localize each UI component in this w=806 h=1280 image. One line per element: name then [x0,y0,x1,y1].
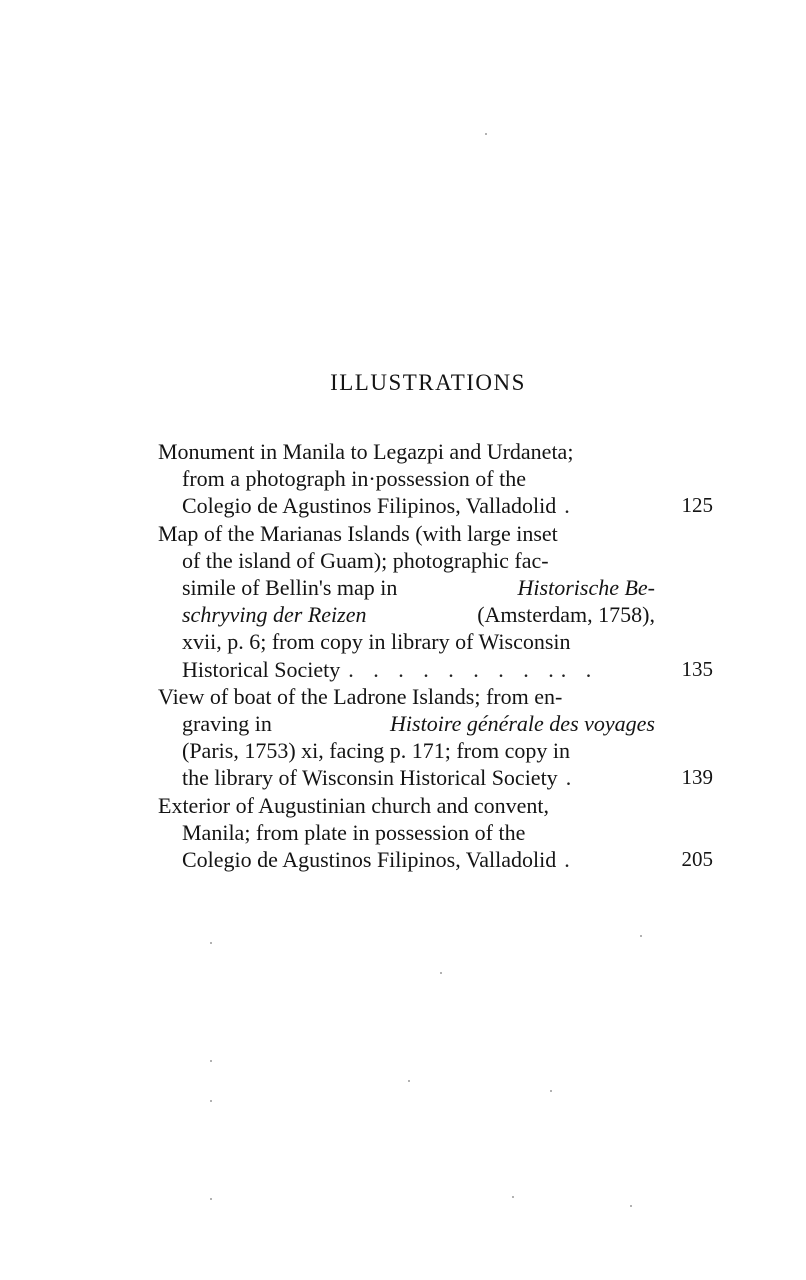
list-item [158,520,713,683]
scan-speck [630,1205,632,1207]
italic-title: Histoire générale des voyages [390,711,655,737]
page-title: ILLUSTRATIONS [330,370,526,395]
entry-line: simile of Bellin's map in Historische Be- [182,575,655,601]
illustrations-list [158,438,713,873]
italic-title: schryving der Reizen [182,602,367,628]
scan-speck [210,1198,212,1200]
dot-leader: . [564,493,577,519]
entry-last-line [158,846,713,873]
entry-line: of the island of Guam); photographic fac- [182,547,549,573]
dot-leader: . . . . . . . . .. . [348,656,599,682]
entry-last-line [158,656,713,683]
dot-leader: . [564,847,577,873]
list-item [158,438,713,520]
list-item [158,792,713,874]
scan-speck [550,1090,552,1092]
entry-line: Exterior of Augustinian church and convent, [158,792,550,818]
page-number: 139 [681,765,713,790]
dot-leader: . [565,765,579,791]
page-number: 205 [681,847,713,872]
page-number: 125 [681,493,713,518]
entry-line: (Paris, 1753) xi, facing p. 171; from copy in [182,738,570,764]
list-item [158,683,713,792]
entry-line: Historical Society [182,656,341,682]
scan-speck [440,972,442,974]
entry-line: graving in Histoire générale des voyages [182,711,655,737]
scan-speck [512,1196,514,1198]
entry-line: Manila; from plate in possession of the [182,819,526,845]
scan-speck [640,935,642,937]
italic-title: Historische Be- [517,575,655,601]
entry-line: Colegio de Agustinos Filipinos, Valladolid [182,493,557,519]
scan-speck [485,133,487,135]
entry-line: schryving der Reizen (Amsterdam, 1758), [182,602,655,628]
scan-speck [210,1060,212,1062]
scan-speck [210,942,212,944]
page-number: 135 [681,656,713,681]
entry-last-line [158,764,713,791]
entry-line: Colegio de Agustinos Filipinos, Valladolid [182,847,557,873]
scan-speck [210,1100,212,1102]
entry-line: View of boat of the Ladrone Islands; from en- [158,683,563,709]
entry-line: Monument in Manila to Legazpi and Urdaneta; [158,439,574,464]
entry-last-line [158,492,713,519]
scan-speck [408,1080,410,1082]
entry-line: xvii, p. 6; from copy in library of Wisconsin [182,629,571,655]
entry-line: Map of the Marianas Islands (with large inset [158,520,558,546]
entry-line: the library of Wisconsin Historical Society [182,765,558,791]
entry-line: from a photograph in·possession of the [182,466,526,492]
